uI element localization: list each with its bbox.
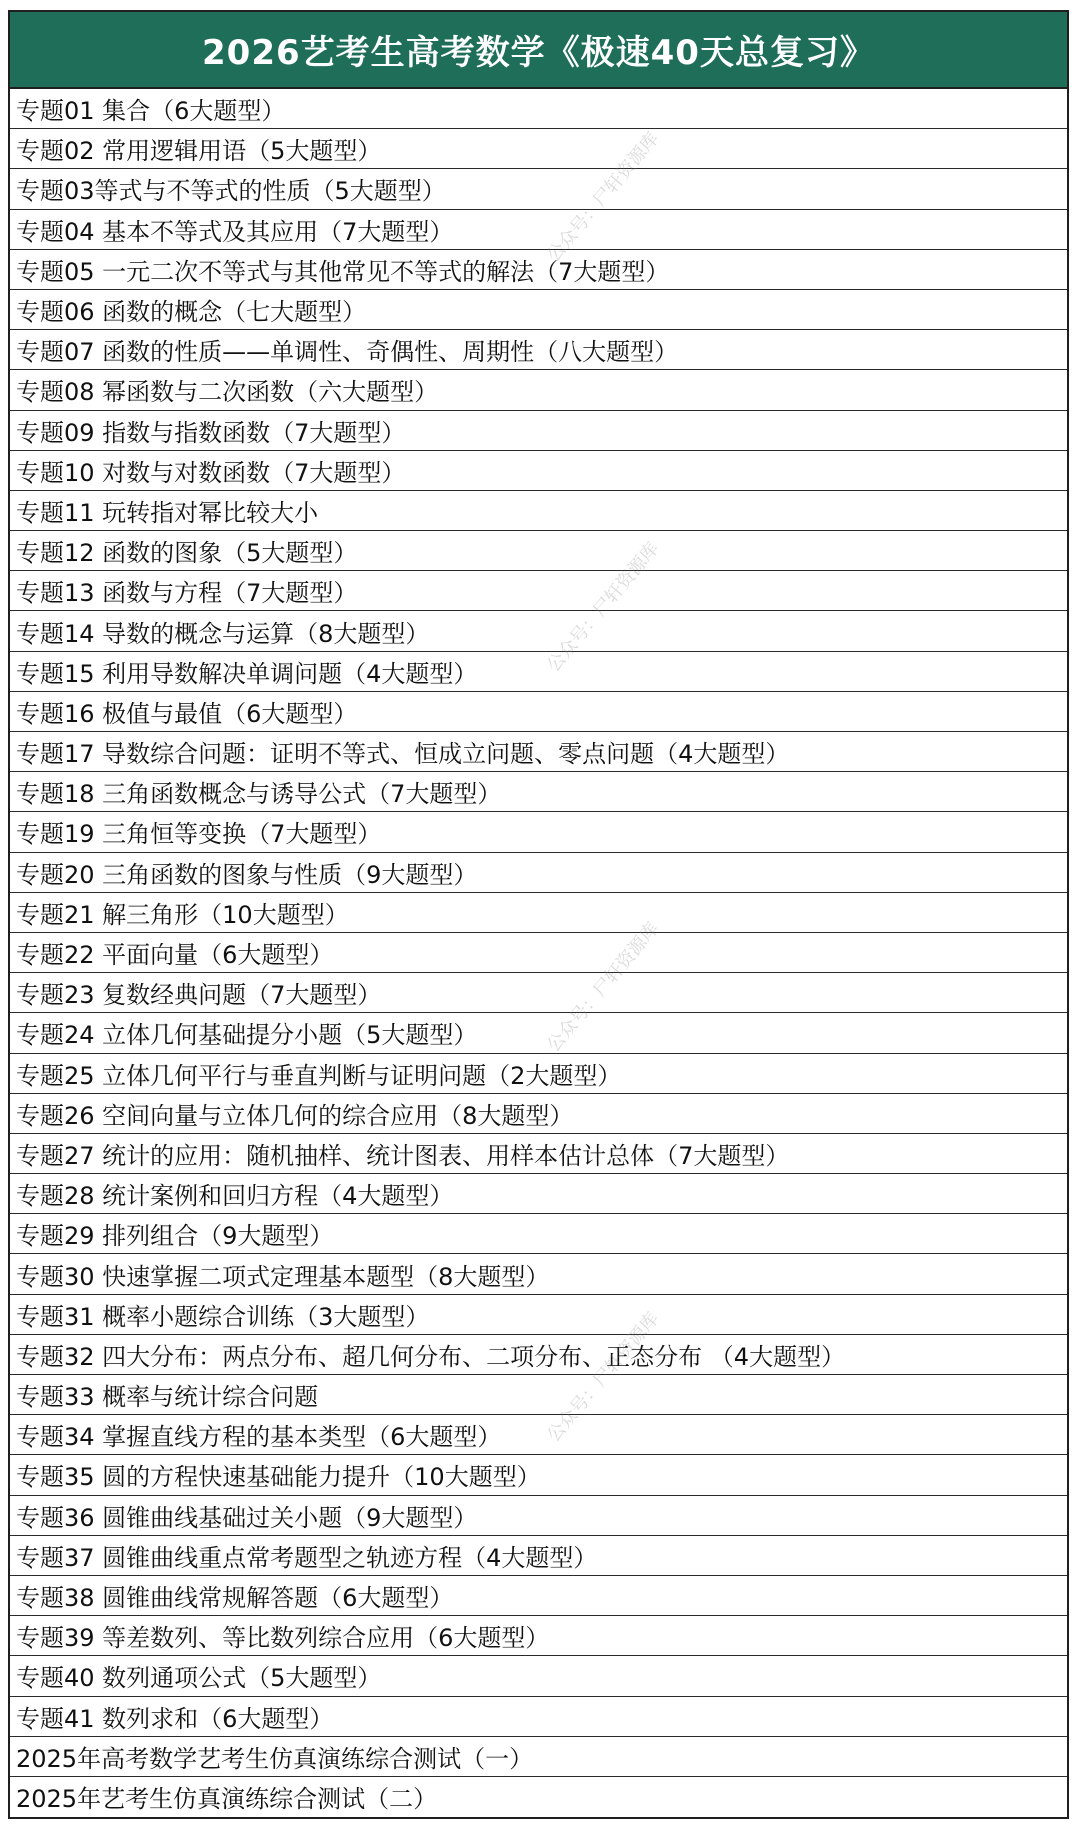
list-item: 专题37 圆锥曲线重点常考题型之轨迹方程（4大题型） [10,1536,1067,1576]
list-item: 专题21 解三角形（10大题型） [10,893,1067,933]
list-item: 专题41 数列求和（6大题型） [10,1697,1067,1737]
list-item: 专题26 空间向量与立体几何的综合应用（8大题型） [10,1094,1067,1134]
list-item: 专题11 玩转指对幂比较大小 [10,491,1067,531]
list-item: 专题02 常用逻辑用语（5大题型） [10,129,1067,169]
list-item: 专题27 统计的应用：随机抽样、统计图表、用样本估计总体（7大题型） [10,1134,1067,1174]
list-item: 专题35 圆的方程快速基础能力提升（10大题型） [10,1455,1067,1495]
list-item: 专题40 数列通项公式（5大题型） [10,1656,1067,1696]
list-item: 2025年艺考生仿真演练综合测试（二） [16,1785,438,1814]
list-item: 专题39 等差数列、等比数列综合应用（6大题型） [10,1616,1067,1656]
list-item: 专题34 掌握直线方程的基本类型（6大题型） [10,1415,1067,1455]
list-item: 专题28 统计案例和回归方程（4大题型） [10,1174,1067,1214]
list-item: 专题20 三角函数的图象与性质（9大题型） [10,853,1067,893]
list-item: 专题08 幂函数与二次函数（六大题型） [10,370,1067,410]
list-item: 专题36 圆锥曲线基础过关小题（9大题型） [10,1496,1067,1536]
topic-list [10,89,1067,1817]
list-item: 专题16 极值与最值（6大题型） [10,692,1067,732]
list-item: 专题32 四大分布：两点分布、超几何分布、二项分布、正态分布 （4大题型） [10,1335,1067,1375]
watermark: 公众号：尸轩资源库 [543,538,664,677]
list-item: 专题24 立体几何基础提分小题（5大题型） [10,1013,1067,1053]
catalog-table [8,10,1069,1819]
list-item: 专题14 导数的概念与运算（8大题型） [10,611,1067,651]
list-item: 专题01 集合（6大题型） [10,89,1067,129]
list-item: 专题22 平面向量（6大题型） [10,933,1067,973]
list-item: 专题19 三角恒等变换（7大题型） [10,812,1067,852]
list-item: 专题30 快速掌握二项式定理基本题型（8大题型） [10,1254,1067,1294]
list-item: 专题04 基本不等式及其应用（7大题型） [10,210,1067,250]
watermark: 公众号：尸轩资源库 [543,1308,664,1447]
list-item: 专题38 圆锥曲线常规解答题（6大题型） [10,1576,1067,1616]
list-item: 专题05 一元二次不等式与其他常见不等式的解法（7大题型） [10,250,1067,290]
list-item: 专题13 函数与方程（7大题型） [10,571,1067,611]
watermark: 公众号：尸轩资源库 [543,128,664,267]
list-item: 专题25 立体几何平行与垂直判断与证明问题（2大题型） [10,1054,1067,1094]
list-item: 专题18 三角函数概念与诱导公式（7大题型） [10,772,1067,812]
list-item: 专题29 排列组合（9大题型） [10,1214,1067,1254]
list-item: 专题12 函数的图象（5大题型） [10,531,1067,571]
watermark: 公众号：尸轩资源库 [543,918,664,1057]
list-item: 专题09 指数与指数函数（7大题型） [10,411,1067,451]
list-item: 2025年高考数学艺考生仿真演练综合测试（一） [10,1737,1067,1777]
list-item: 专题15 利用导数解决单调问题（4大题型） [10,652,1067,692]
list-item: 专题07 函数的性质——单调性、奇偶性、周期性（八大题型） [10,330,1067,370]
list-item: 专题31 概率小题综合训练（3大题型） [10,1295,1067,1335]
list-item: 专题10 对数与对数函数（7大题型） [10,451,1067,491]
list-item: 专题23 复数经典问题（7大题型） [10,973,1067,1013]
list-item: 专题33 概率与统计综合问题 [10,1375,1067,1415]
list-item: 专题03等式与不等式的性质（5大题型） [10,169,1067,209]
table-title: 2026艺考生高考数学《极速40天总复习》 [10,12,1067,89]
list-item: 专题17 导数综合问题：证明不等式、恒成立问题、零点问题（4大题型） [10,732,1067,772]
list-item: 专题06 函数的概念（七大题型） [10,290,1067,330]
